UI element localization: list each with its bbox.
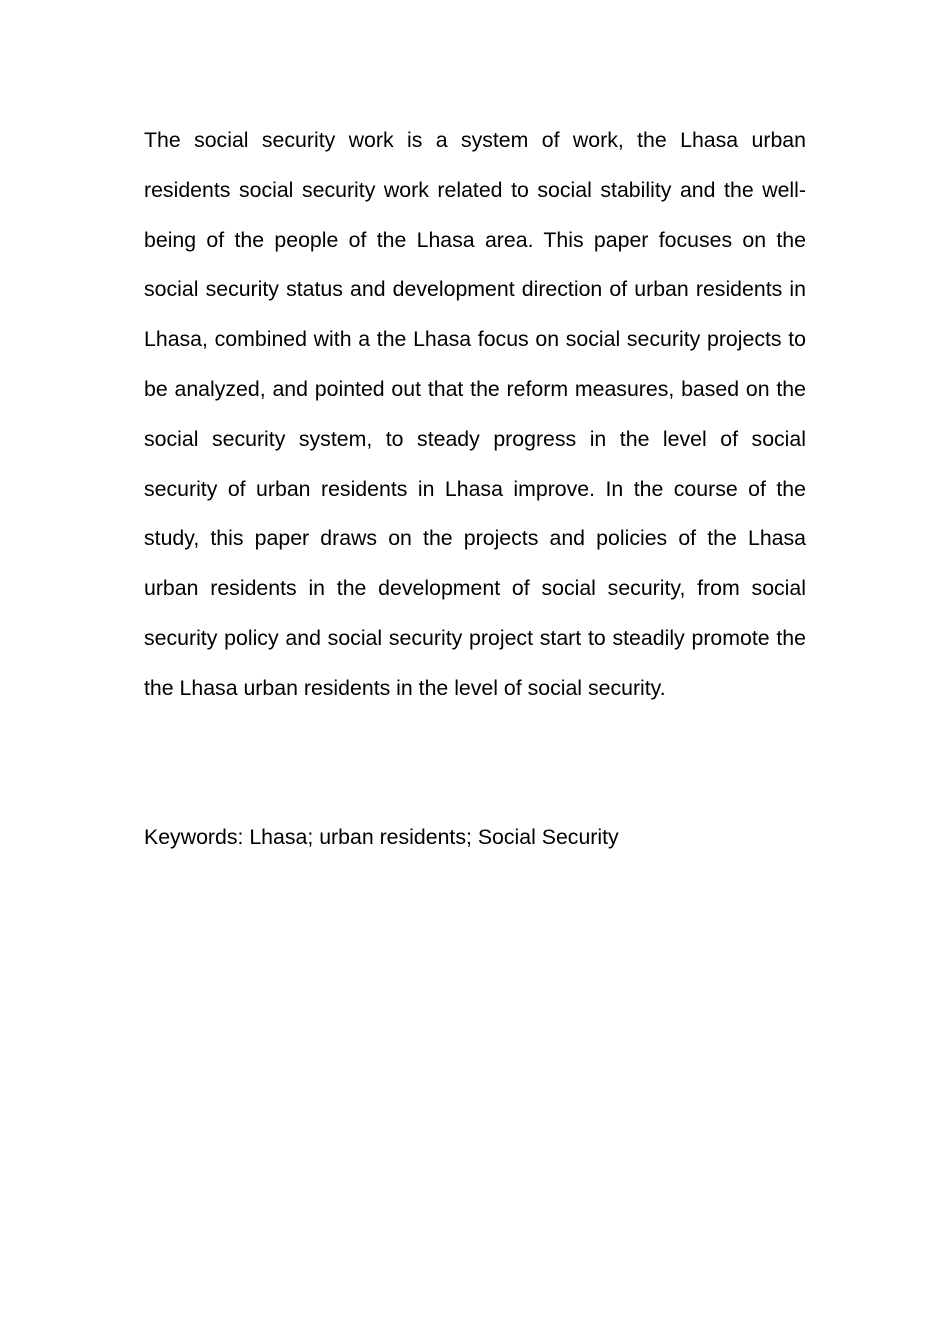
abstract-paragraph: The social security work is a system of work, the Lhasa urban residents social security work related to social stability and the well-being of the people of the Lhasa area. This paper focuses on the social security status and development direction of urban residents in Lhasa, combined with a the Lhasa focus on social security projects to be analyzed, and pointed out that the reform measures, based on the social security system, to steady progress in the level of social security of urban residents in Lhasa improve. In the course of the study, this paper draws on the projects and policies of the Lhasa urban residents in the development of social security, from social security policy and social security project start to steadily promote the the Lhasa urban residents in the level of social security.: [144, 128, 806, 700]
keywords-line: Keywords: Lhasa; urban residents; Social Security: [144, 825, 619, 849]
